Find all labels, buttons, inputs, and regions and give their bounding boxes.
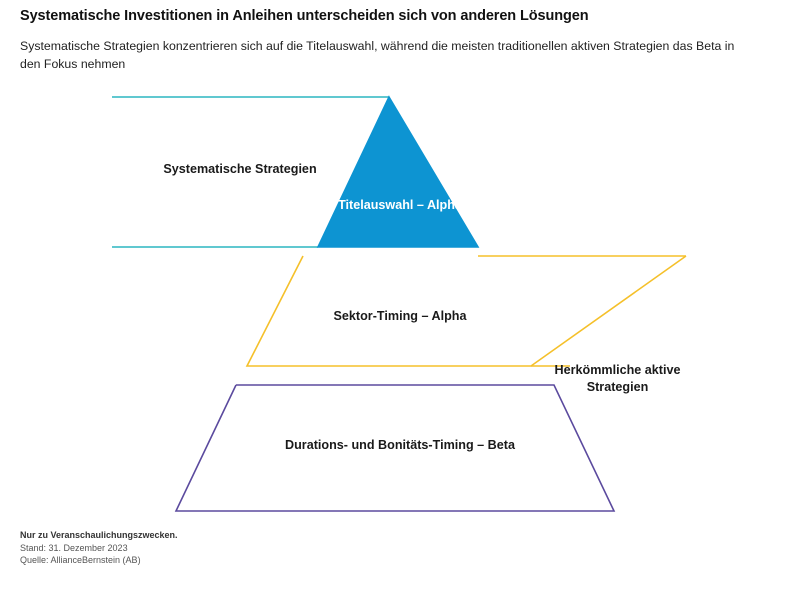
footnote-as-of: Stand: 31. Dezember 2023 — [20, 543, 128, 553]
page-subtitle: Systematische Strategien konzentrieren sich auf die Titelauswahl, während die meisten traditionellen aktiven Strategien das Beta in den Fokus nehmen — [20, 39, 735, 71]
apex-label: Titelauswahl – Alpha — [338, 198, 462, 212]
page-title: Systematische Investitionen in Anleihen unterscheiden sich von anderen Lösungen — [20, 8, 589, 24]
pyramid-svg — [0, 80, 791, 530]
pyramid-diagram — [0, 80, 791, 530]
traditional-active-strategies-label: Herkömmliche aktive Strategien — [554, 363, 681, 394]
footnote-source: Quelle: AllianceBernstein (AB) — [20, 555, 141, 565]
systematic-strategies-label: Systematische Strategien — [163, 162, 317, 176]
base-label: Durations- und Bonitäts-Timing – Beta — [285, 438, 515, 452]
footnotes — [20, 530, 520, 567]
footnote-disclaimer: Nur zu Veranschaulichungszwecken. — [20, 530, 178, 540]
middle-label: Sektor-Timing – Alpha — [333, 309, 467, 323]
